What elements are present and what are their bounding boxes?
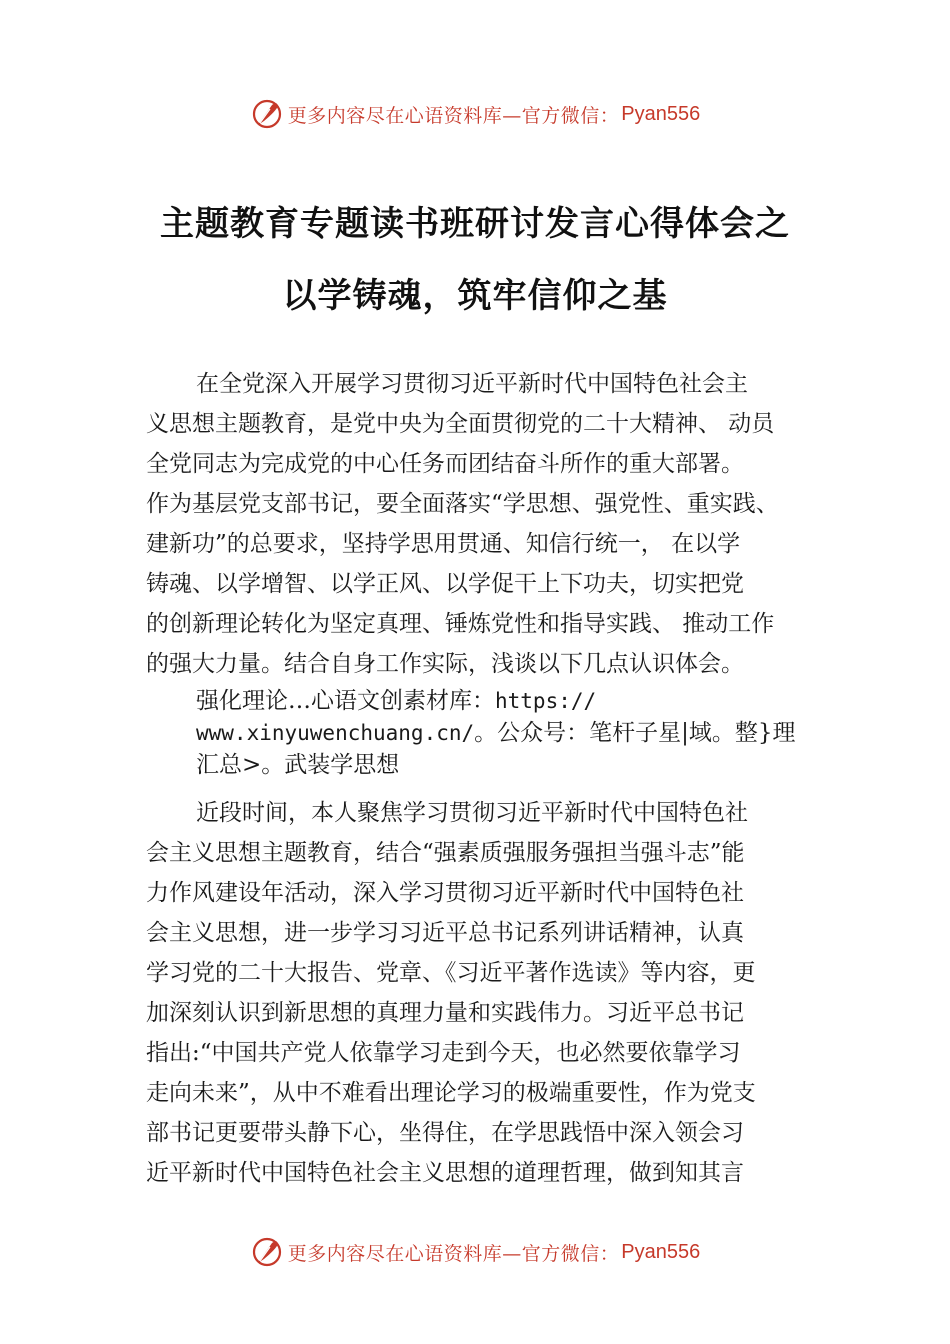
note-suffix: 。公众号：笔杆子星|域。整}理 — [474, 720, 796, 746]
text-line: 作为基层党支部书记，要全面落实“学思想、强党性、重实践、 — [146, 491, 779, 517]
text-line: 会主义思想，进一步学习习近平总书记系列讲话精神，认真 — [146, 920, 744, 946]
text-line: 力作风建设年活动，深入学习贯彻习近平新时代中国特色社 — [146, 880, 744, 906]
quill-pen-icon — [250, 97, 284, 131]
text-line: 指出:“中国共产党人依靠学习走到今天，也必然要依靠学习 — [146, 1040, 741, 1066]
banner-wechat-id: Pyan556 — [621, 102, 701, 125]
text-line: 近段时间，本人聚焦学习贯彻习近平新时代中国特色社 — [196, 800, 748, 826]
paragraph-1 — [146, 364, 846, 684]
text-line: 会主义思想主题教育，结合“强素质强服务强担当强斗志”能 — [146, 840, 745, 866]
header-banner — [0, 94, 950, 134]
paragraph-2 — [146, 793, 846, 1193]
banner-wechat-id: Pyan556 — [621, 1240, 701, 1263]
text-line: 全党同志为完成党的中心任务而团结奋斗所作的重大部署。 — [146, 451, 744, 477]
text-line: 的创新理论转化为坚定真理、锤炼党性和指导实践、 推动工作 — [146, 611, 775, 637]
text-line: 加深刻认识到新思想的真理力量和实践伟力。习近平总书记 — [146, 1000, 744, 1026]
note-url-part-2: www.xinyuwenchuang.cn/ — [196, 721, 475, 745]
text-line: 义思想主题教育，是党中央为全面贯彻党的二十大精神、 动员 — [146, 411, 775, 437]
quill-pen-icon — [250, 1235, 284, 1269]
text-line: 在全党深入开展学习贯彻习近平新时代中国特色社会主 — [196, 371, 748, 397]
document-title-line-2: 以学铸魂，筑牢信仰之基 — [282, 276, 668, 316]
source-note — [196, 685, 876, 781]
text-line: 的强大力量。结合自身工作实际，浅谈以下几点认识体会。 — [146, 651, 744, 677]
text-line: 部书记更要带头静下心，坐得住，在学思践悟中深入领会习 — [146, 1120, 744, 1146]
footer-banner — [0, 1232, 950, 1272]
note-url-part-1: https:// — [495, 689, 597, 713]
banner-text: 更多内容尽在心语资料库—官方微信： — [287, 104, 620, 127]
note-line-3: 汇总>。武装学思想 — [196, 752, 400, 778]
banner-text: 更多内容尽在心语资料库—官方微信： — [287, 1242, 620, 1265]
note-prefix: 强化理论…心语文创素材库： — [196, 688, 495, 714]
text-line: 建新功”的总要求，坚持学思用贯通、知信行统一， 在以学 — [146, 531, 741, 557]
document-title-line-1: 主题教育专题读书班研讨发言心得体会之 — [160, 204, 790, 244]
text-line: 近平新时代中国特色社会主义思想的道理哲理，做到知其言 — [146, 1160, 744, 1186]
note-line-2 — [196, 717, 876, 749]
text-line: 走向未来”，从中不难看出理论学习的极端重要性，作为党支 — [146, 1080, 756, 1106]
text-line: 学习党的二十大报告、党章、《习近平著作选读》等内容，更 — [146, 960, 756, 986]
note-line-1 — [196, 685, 876, 717]
text-line: 铸魂、以学增智、以学正风、以学促干上下功夫，切实把党 — [146, 571, 744, 597]
